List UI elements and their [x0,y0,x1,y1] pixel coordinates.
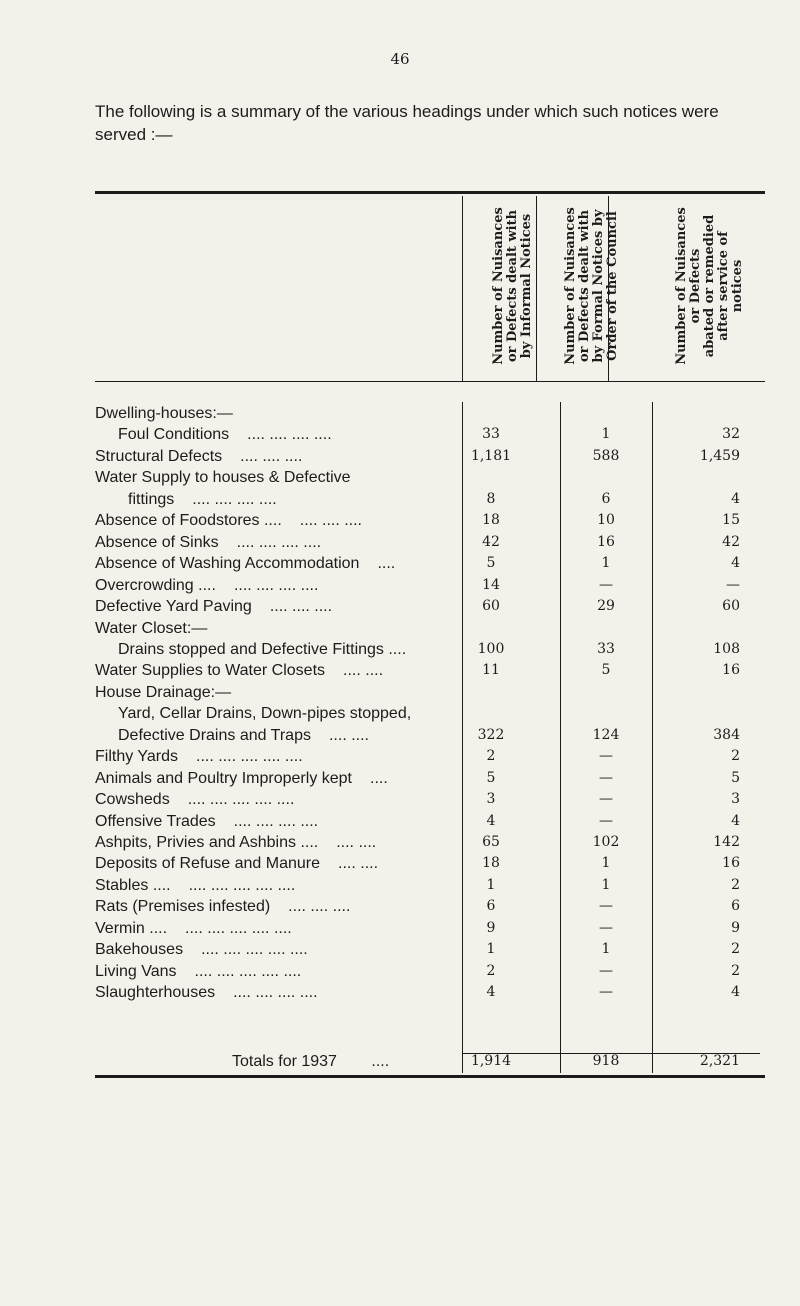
column-header-text: Number of Nuisances or Defects dealt with by Informal Notices [491,207,534,365]
row-leader-dots: .... .... .... .... [233,812,319,830]
table-top-rule [95,191,765,194]
row-label [95,597,332,616]
table-row [0,640,800,659]
row-label [95,554,395,573]
cell-informal: 2 [486,962,496,979]
totals-informal: 1,914 [470,1053,512,1069]
row-label [95,769,388,788]
table-row [0,812,800,831]
row-label-text: Filthy Yards [95,748,178,766]
totals-abated: 2,321 [699,1053,740,1069]
row-label [118,640,406,659]
cell-abated: 16 [722,662,740,679]
cell-formal: 6 [601,490,611,507]
row-leader-dots: .... .... .... .... [247,426,332,444]
cell-informal: 9 [486,919,496,936]
row-label-text: Absence of Sinks [95,533,219,551]
cell-informal: 4 [486,984,496,1001]
cell-formal: 1 [601,855,611,872]
row-label [95,919,292,938]
cell-abated: 15 [722,512,740,529]
row-label-text: Absence of Foodstores .... [95,512,282,530]
cell-formal: 16 [597,533,615,550]
row-label-text: Drains stopped and Defective Fittings .... [118,640,407,658]
row-label-text: Water Supplies to Water Closets [95,662,326,680]
column-header-text: Number of Nuisances or Defects dealt with by Formal Notices by Order of the Council [563,207,620,365]
cell-abated: 16 [722,855,740,872]
row-leader-dots: .... [377,555,396,573]
cell-formal: — [599,919,613,936]
cell-informal: 60 [482,598,500,615]
totals-dots: .... [371,1053,390,1070]
row-label [95,854,378,873]
page-number: 46 [390,50,410,68]
column-header-abated [664,196,756,376]
row-leader-dots: .... [370,769,388,787]
row-label-text: Deposits of Refuse and Manure [95,855,321,873]
column-divider [462,196,463,381]
row-label-text: Absence of Washing Accommodation [95,555,360,573]
table-row [0,576,800,595]
cell-abated: 4 [731,984,740,1001]
table-row [0,983,800,1002]
cell-informal: 18 [482,512,500,529]
row-label-text: Animals and Poultry Improperly kept [95,769,352,787]
table-row [0,404,800,423]
cell-abated: 9 [731,919,740,936]
table-row [0,940,800,959]
table-row [0,533,800,552]
cell-informal: 5 [486,769,496,786]
row-leader-dots: .... .... .... .... .... [188,876,296,894]
cell-abated: 42 [722,533,740,550]
row-label [95,533,321,552]
intro-paragraph: The following is a summary of the various headings under which such notices were served :— [95,102,719,144]
totals-formal: 918 [592,1053,620,1069]
cell-abated: — [726,576,740,593]
row-label-text: Structural Defects [95,447,223,465]
row-label-text: Yard, Cellar Drains, Down-pipes stopped, [118,705,412,723]
row-label-text: Dwelling-houses:— [95,405,233,422]
cell-abated: 4 [731,555,740,572]
cell-abated: 2 [731,748,740,765]
row-label [95,962,301,981]
row-label [95,812,318,831]
row-label-text: Water Supply to houses & Defective [95,469,351,487]
table-row [0,897,800,916]
table-row [0,919,800,938]
cell-formal: — [599,576,613,593]
cell-formal: 1 [601,941,611,958]
cell-formal: 1 [601,555,611,572]
cell-abated: 4 [731,812,740,829]
cell-abated: 32 [722,426,740,443]
cell-informal: 8 [486,490,496,507]
row-label [118,425,332,444]
cell-formal: 1 [601,876,611,893]
table-row [0,876,800,895]
cell-formal: 33 [597,640,615,657]
table-row [0,511,800,530]
cell-informal: 33 [482,426,500,443]
cell-informal: 3 [486,791,496,808]
table-row [0,833,800,852]
row-leader-dots: .... .... [328,726,369,744]
table-bottom-rule [95,1075,765,1078]
row-leader-dots: .... .... .... .... .... [185,919,292,937]
cell-formal: 124 [592,726,620,743]
cell-formal: — [599,748,613,765]
table-row [0,747,800,766]
row-leader-dots: .... .... .... .... .... [194,962,302,980]
row-label-text: Foul Conditions [118,426,230,444]
row-leader-dots: .... .... .... [288,898,351,916]
cell-informal: 2 [486,748,496,765]
row-leader-dots: .... .... .... .... [233,984,318,1002]
row-label [118,704,411,723]
table-header-rule [95,381,765,382]
cell-formal: 5 [601,662,611,679]
row-label-text: Overcrowding .... [95,576,216,594]
cell-informal: 5 [486,555,496,572]
table-row [0,597,800,616]
row-label-text: Offensive Trades [95,812,216,830]
table-row [0,962,800,981]
cell-formal: 1 [601,426,611,443]
cell-abated: 2 [731,962,740,979]
row-leader-dots: .... .... .... .... .... [187,791,295,809]
cell-abated: 3 [731,791,740,808]
row-leader-dots: .... .... [338,855,379,873]
row-label-text: House Drainage:— [95,683,232,701]
totals-label [232,1052,389,1071]
table-row [0,490,800,509]
table-row [0,726,800,745]
cell-formal: — [599,962,613,979]
cell-informal: 1 [486,876,496,893]
row-label [95,619,207,638]
cell-informal: 1,181 [470,447,512,464]
cell-abated: 142 [713,834,740,850]
cell-informal: 65 [482,834,500,850]
row-leader-dots: .... .... .... .... .... [201,941,308,959]
row-leader-dots: .... .... .... .... [233,576,319,594]
cell-informal: 42 [482,533,500,550]
row-leader-dots: .... .... [336,834,377,851]
cell-abated: 6 [731,898,740,915]
table-row [0,790,800,809]
row-label-text: Ashpits, Privies and Ashbins .... [95,834,319,851]
row-leader-dots: .... .... .... .... [236,533,322,551]
cell-formal: 102 [592,834,620,850]
table-row [0,769,800,788]
row-label [95,940,308,959]
cell-informal: 18 [482,855,500,872]
row-label [95,983,318,1002]
cell-abated: 384 [713,726,740,743]
row-leader-dots: .... .... .... [240,447,303,465]
column-header-informal [484,196,542,376]
cell-informal: 6 [486,898,496,915]
row-label [95,404,233,423]
row-leader-dots: .... .... .... .... .... [196,748,303,766]
row-label-text: fittings [128,490,175,508]
cell-formal: — [599,812,613,829]
row-label [128,490,277,509]
cell-formal: — [599,898,613,915]
row-leader-dots: .... .... .... .... [192,490,277,508]
row-label-text: Rats (Premises infested) [95,898,271,916]
row-label [95,511,362,530]
table-row [0,704,800,723]
cell-formal: 29 [597,598,615,615]
cell-formal: — [599,791,613,808]
table-row [0,425,800,444]
row-leader-dots: .... .... [343,662,384,680]
totals-row [0,1052,800,1071]
cell-informal: 14 [482,576,500,593]
row-label [95,790,294,809]
cell-formal: 588 [592,447,620,464]
row-leader-dots: .... .... .... [269,598,333,616]
row-label [95,683,231,702]
cell-abated: 1,459 [699,447,740,464]
table-row [0,619,800,638]
row-label-text: Cowsheds [95,791,170,809]
row-label-text: Slaughterhouses [95,984,216,1002]
table-row [0,683,800,702]
row-label [95,576,318,595]
row-label-text: Water Closet:— [95,619,208,637]
column-header-text: Number of Nuisances or Defects abated or remedied after service of notices [674,207,745,365]
row-leader-dots: .... .... .... [299,512,362,530]
table-row [0,661,800,680]
table-row [0,468,800,487]
table-row [0,554,800,573]
row-label-text: Defective Yard Paving [95,598,252,616]
row-label [95,661,383,680]
cell-abated: 108 [713,640,740,657]
cell-abated: 60 [722,598,740,615]
row-label [95,447,302,466]
row-label [95,747,303,766]
row-label-text: Bakehouses [95,941,184,959]
cell-formal: — [599,769,613,786]
row-label-text: Defective Drains and Traps [118,726,311,744]
cell-informal: 100 [477,640,505,657]
row-label [95,876,295,895]
cell-informal: 11 [482,662,500,679]
cell-abated: 4 [731,490,740,507]
totals-label-text: Totals for 1937 [232,1053,337,1070]
column-header-formal [563,196,621,376]
cell-abated: 2 [731,941,740,958]
cell-informal: 4 [486,812,496,829]
row-label-text: Vermin .... [95,919,168,937]
table-row [0,854,800,873]
row-label-text: Living Vans [95,962,177,980]
row-label [95,833,376,852]
row-label [118,726,369,745]
cell-abated: 2 [731,876,740,893]
row-label-text: Stables .... [95,876,171,894]
cell-abated: 5 [731,769,740,786]
cell-informal: 322 [477,726,505,743]
cell-informal: 1 [486,941,496,958]
row-label [95,897,350,916]
cell-formal: 10 [597,512,615,529]
cell-formal: — [599,984,613,1001]
row-label [95,468,351,487]
table-row [0,447,800,466]
